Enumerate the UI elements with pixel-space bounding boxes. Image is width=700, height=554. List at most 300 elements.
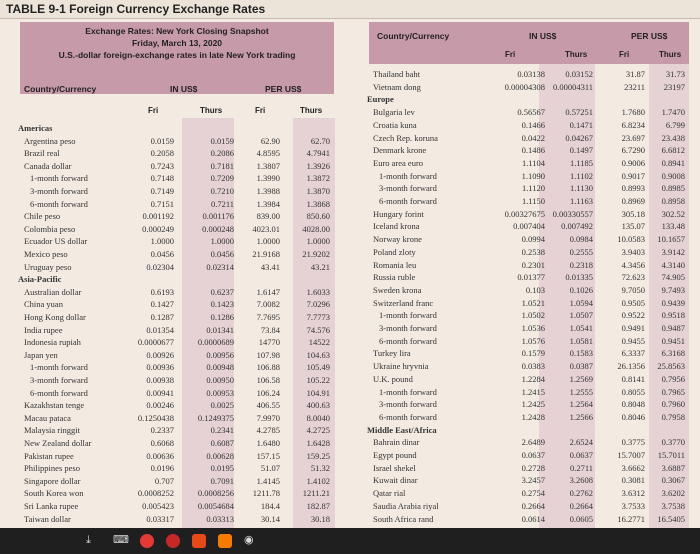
currency-name: Brazil real xyxy=(24,148,60,159)
currency-name: 3-month forward xyxy=(379,183,437,194)
currency-name: Singapore dollar xyxy=(24,475,81,486)
currency-name: Sweden krona xyxy=(373,284,422,295)
cell-per-usd-thurs: 0.7958 xyxy=(661,411,685,422)
currency-name: Bulgaria lev xyxy=(373,107,415,118)
cell-in-usd-thurs: 1.2569 xyxy=(569,373,593,384)
cell-in-usd-thurs: 0.0054684 xyxy=(197,501,234,511)
cell-per-usd-fri: 106.24 xyxy=(256,387,280,398)
opera-icon[interactable] xyxy=(166,534,180,548)
vlc-icon[interactable] xyxy=(218,534,232,548)
currency-name: Kuwait dinar xyxy=(373,475,418,486)
cell-per-usd-thurs: 159.25 xyxy=(306,450,330,461)
cell-in-usd-fri: 0.00941 xyxy=(146,387,174,398)
cell-per-usd-fri: 106.58 xyxy=(256,375,280,385)
cell-per-usd-fri: 3.9403 xyxy=(621,246,645,257)
cell-in-usd-fri: 0.02304 xyxy=(146,261,174,272)
cell-in-usd-fri: 0.03317 xyxy=(146,513,174,524)
left-header-line-2: Friday, March 13, 2020 xyxy=(131,38,223,48)
cell-in-usd-thurs: 0.0456 xyxy=(210,249,234,259)
currency-name: U.K. pound xyxy=(373,373,413,384)
cell-in-usd-thurs: 1.1185 xyxy=(569,157,593,168)
cell-in-usd-thurs: 0.00330557 xyxy=(552,208,593,219)
cell-in-usd-thurs: 0.0159 xyxy=(210,135,234,146)
cell-per-usd-fri: 23211 xyxy=(624,81,645,92)
right-sub-fri: Fri xyxy=(505,50,516,59)
cell-per-usd-fri: 106.88 xyxy=(256,362,280,373)
cell-per-usd-thurs: 0.9451 xyxy=(661,335,685,346)
cell-in-usd-thurs: 0.1423 xyxy=(210,299,234,310)
cell-per-usd-fri: 0.3081 xyxy=(621,475,645,486)
cell-per-usd-thurs: 4.7941 xyxy=(306,148,330,159)
cell-in-usd-thurs: 0.00004311 xyxy=(552,81,593,92)
cell-in-usd-fri: 0.0422 xyxy=(521,132,545,143)
currency-name: Israel shekel xyxy=(373,462,416,473)
cell-per-usd-fri: 6.8234 xyxy=(621,119,645,130)
office-icon[interactable] xyxy=(192,534,206,548)
cell-in-usd-thurs: 1.1163 xyxy=(569,196,593,206)
cell-per-usd-fri: 4.8595 xyxy=(256,148,280,159)
cell-per-usd-fri: 0.9491 xyxy=(621,323,645,333)
currency-name: India rupee xyxy=(24,324,63,335)
cell-per-usd-thurs: 0.8941 xyxy=(661,157,685,168)
currency-name: Russia ruble xyxy=(373,272,416,283)
cell-per-usd-fri: 6.3337 xyxy=(621,348,645,359)
cell-per-usd-fri: 135.07 xyxy=(621,221,645,232)
currency-name: Poland zloty xyxy=(373,246,416,257)
cell-in-usd-thurs: 0.00628 xyxy=(206,450,234,461)
currency-name: Canada dollar xyxy=(24,160,72,171)
cell-per-usd-fri: 9.7050 xyxy=(621,284,645,295)
cell-per-usd-fri: 0.8969 xyxy=(621,196,645,206)
cell-per-usd-fri: 0.8993 xyxy=(621,183,645,194)
cell-per-usd-fri: 1211.78 xyxy=(252,488,280,499)
cell-in-usd-thurs: 1.1102 xyxy=(569,170,593,181)
cell-per-usd-thurs: 43.21 xyxy=(310,261,330,272)
cell-in-usd-thurs: 0.2711 xyxy=(569,462,593,473)
currency-name: South Africa rand xyxy=(373,513,434,524)
cell-in-usd-thurs: 1.2555 xyxy=(569,386,593,397)
cell-per-usd-thurs: 3.9142 xyxy=(661,246,685,257)
cell-in-usd-fri: 0.00926 xyxy=(146,349,174,360)
cell-in-usd-fri: 0.2664 xyxy=(521,500,545,511)
section-label: Americas xyxy=(18,123,53,133)
cell-in-usd-fri: 1.2428 xyxy=(521,411,545,422)
left-header-line-3: U.S.-dollar foreign-exchange rates in late New York trading xyxy=(58,50,296,60)
cell-per-usd-fri: 21.9168 xyxy=(252,249,280,259)
currency-name: Saudia Arabia riyal xyxy=(373,500,439,511)
cell-in-usd-thurs: 0.1471 xyxy=(569,119,593,130)
cell-in-usd-thurs: 0.2555 xyxy=(569,246,593,257)
cell-in-usd-thurs: 2.6524 xyxy=(569,437,593,448)
cell-in-usd-thurs: 0.1583 xyxy=(569,348,593,359)
cell-per-usd-fri: 7.7695 xyxy=(256,312,280,322)
cell-in-usd-fri: 0.0000677 xyxy=(137,337,174,348)
cell-per-usd-thurs: 0.7956 xyxy=(661,373,685,384)
camera-icon[interactable]: ◉ xyxy=(244,533,254,546)
cell-in-usd-thurs: 0.0195 xyxy=(210,463,234,474)
cell-in-usd-fri: 1.1120 xyxy=(521,183,545,194)
table-title-bar xyxy=(0,0,700,19)
currency-name: Argentina peso xyxy=(24,135,76,146)
cell-per-usd-thurs: 1.0000 xyxy=(306,236,330,247)
cell-per-usd-thurs: 0.8985 xyxy=(661,183,685,194)
cell-per-usd-thurs: 10.1657 xyxy=(657,234,685,245)
cell-in-usd-thurs: 1.0594 xyxy=(569,297,593,308)
right-sub-thurs: Thurs xyxy=(565,50,588,59)
cell-in-usd-thurs: 0.7209 xyxy=(210,173,234,184)
cell-per-usd-thurs: 0.9487 xyxy=(661,323,685,333)
cell-in-usd-thurs: 0.00956 xyxy=(206,349,234,360)
cell-in-usd-thurs: 0.7091 xyxy=(210,475,234,486)
cell-in-usd-fri: 0.1287 xyxy=(150,312,174,322)
cell-per-usd-thurs: 21.9202 xyxy=(302,249,330,259)
cell-per-usd-thurs: 31.73 xyxy=(665,69,685,79)
cell-in-usd-thurs: 1.1130 xyxy=(569,183,593,194)
cell-per-usd-thurs: 14522 xyxy=(308,337,330,348)
cell-per-usd-thurs: 3.7538 xyxy=(661,500,685,511)
right-header-band xyxy=(369,22,689,64)
cell-in-usd-thurs: 1.2564 xyxy=(569,399,593,410)
left-sub-thurs-2: Thurs xyxy=(300,106,323,115)
cell-per-usd-fri: 0.8055 xyxy=(621,386,645,397)
cell-per-usd-thurs: 1.4102 xyxy=(306,475,330,486)
cell-in-usd-fri: 0.1486 xyxy=(521,145,545,156)
right-sub-thurs-2: Thurs xyxy=(659,50,682,59)
currency-name: 1-month forward xyxy=(379,310,437,321)
cell-per-usd-fri: 15.7007 xyxy=(617,450,645,460)
cell-per-usd-thurs: 850.60 xyxy=(306,211,330,222)
cell-in-usd-fri: 0.000249 xyxy=(142,223,174,234)
cell-in-usd-fri: 0.0456 xyxy=(150,249,174,259)
currency-name: Colombia peso xyxy=(24,223,76,234)
cell-per-usd-fri: 1.6480 xyxy=(256,438,280,448)
cell-in-usd-fri: 0.01377 xyxy=(517,272,545,283)
right-table xyxy=(369,22,689,528)
cell-per-usd-fri: 1.3988 xyxy=(256,186,280,196)
cell-in-usd-thurs: 3.2608 xyxy=(569,475,593,486)
cell-per-usd-thurs: 0.3067 xyxy=(661,475,685,486)
cell-per-usd-thurs: 74.576 xyxy=(306,324,330,335)
cell-in-usd-fri: 1.2425 xyxy=(521,399,545,410)
cell-in-usd-thurs: 0.001176 xyxy=(202,211,234,222)
currency-name: Czech Rep. koruna xyxy=(373,132,438,143)
cell-per-usd-fri: 0.8141 xyxy=(621,373,645,384)
cell-per-usd-thurs: 0.7965 xyxy=(661,386,685,397)
right-col-per-usd: PER US$ xyxy=(631,31,668,41)
currency-name: Australian dollar xyxy=(24,286,82,297)
currency-name: 1-month forward xyxy=(30,173,88,184)
cell-per-usd-fri: 3.7533 xyxy=(621,500,645,511)
cell-in-usd-thurs: 1.0000 xyxy=(210,236,234,247)
currency-name: 6-month forward xyxy=(379,335,437,346)
cell-in-usd-thurs: 0.2086 xyxy=(210,148,234,159)
cell-in-usd-thurs: 0.00950 xyxy=(206,375,234,385)
cell-per-usd-fri: 6.7290 xyxy=(621,145,645,156)
cell-in-usd-fri: 0.0637 xyxy=(521,450,545,460)
cell-per-usd-thurs: 1.3870 xyxy=(306,186,330,196)
cell-per-usd-thurs: 4.3140 xyxy=(661,259,685,270)
left-sub-fri-2: Fri xyxy=(255,106,266,115)
cell-per-usd-fri: 184.4 xyxy=(260,501,280,511)
right-sub-fri-2: Fri xyxy=(619,50,630,59)
cell-in-usd-fri: 3.2457 xyxy=(521,475,545,486)
cell-in-usd-thurs: 0.0605 xyxy=(569,513,593,524)
cell-per-usd-thurs: 133.48 xyxy=(661,221,685,232)
download-icon[interactable]: ⤓ xyxy=(86,533,91,546)
cell-per-usd-fri: 0.9017 xyxy=(621,170,645,181)
cell-in-usd-thurs: 0.007492 xyxy=(561,221,593,232)
cell-per-usd-fri: 72.623 xyxy=(621,272,645,283)
currency-name: 1-month forward xyxy=(379,170,437,181)
cell-per-usd-fri: 7.0082 xyxy=(256,299,280,310)
cell-per-usd-fri: 157.15 xyxy=(256,450,280,461)
cell-per-usd-thurs: 0.9518 xyxy=(661,310,685,321)
cell-per-usd-thurs: 1211.21 xyxy=(302,488,330,499)
cell-in-usd-fri: 1.1090 xyxy=(521,170,545,181)
currency-name: 1-month forward xyxy=(30,362,88,373)
cell-in-usd-fri: 0.707 xyxy=(154,475,174,486)
currency-name: 6-month forward xyxy=(379,196,437,206)
currency-name: Thailand baht xyxy=(373,69,420,79)
cell-in-usd-fri: 0.1250438 xyxy=(137,412,174,423)
cell-in-usd-thurs: 0.03313 xyxy=(206,513,234,524)
cell-per-usd-thurs: 8.0040 xyxy=(306,412,330,423)
currency-name: Hungary forint xyxy=(373,208,424,219)
currency-name: Macau pataca xyxy=(24,412,71,423)
cell-per-usd-thurs: 6.3168 xyxy=(661,348,685,359)
cell-in-usd-fri: 0.00327675 xyxy=(504,208,545,219)
cell-in-usd-fri: 0.56567 xyxy=(517,107,545,118)
cell-in-usd-fri: 0.0383 xyxy=(521,361,545,372)
cell-in-usd-fri: 0.00004308 xyxy=(504,81,545,92)
cell-in-usd-fri: 0.7243 xyxy=(150,160,174,171)
currency-name: Kazakhstan tenge xyxy=(24,400,85,411)
cell-in-usd-fri: 0.0008252 xyxy=(137,488,174,499)
cell-per-usd-thurs: 1.7470 xyxy=(661,107,685,118)
cell-per-usd-thurs: 182.87 xyxy=(306,501,330,511)
cell-in-usd-fri: 0.7151 xyxy=(150,198,174,209)
cell-per-usd-fri: 1.4145 xyxy=(256,475,280,486)
currency-name: 6-month forward xyxy=(30,387,88,398)
left-sub-fri: Fri xyxy=(148,106,159,115)
currency-name: 3-month forward xyxy=(30,186,88,196)
cell-per-usd-thurs: 1.3868 xyxy=(306,198,330,209)
cell-per-usd-thurs: 3.6202 xyxy=(661,488,685,499)
currency-name: Philippines peso xyxy=(24,463,80,474)
cell-per-usd-thurs: 23197 xyxy=(663,81,685,92)
currency-name: Qatar rial xyxy=(373,488,406,499)
cell-in-usd-thurs: 0.0000689 xyxy=(197,337,234,348)
cell-in-usd-fri: 0.0196 xyxy=(150,463,174,474)
currency-name: Vietnam dong xyxy=(373,81,421,92)
cell-per-usd-fri: 73.84 xyxy=(260,324,280,335)
cell-in-usd-fri: 1.0521 xyxy=(521,297,545,308)
cell-in-usd-fri: 0.00636 xyxy=(146,450,174,461)
currency-name: 3-month forward xyxy=(30,375,88,385)
left-sub-thurs: Thurs xyxy=(200,106,223,115)
cell-in-usd-fri: 0.2058 xyxy=(150,148,174,159)
cell-in-usd-fri: 0.1579 xyxy=(521,348,545,359)
cell-in-usd-thurs: 0.1026 xyxy=(569,284,593,295)
currency-name: Euro area euro xyxy=(373,157,424,168)
currency-name: Croatia kuna xyxy=(373,119,417,130)
section-label: Asia-Pacific xyxy=(18,274,62,285)
cell-in-usd-fri: 0.1466 xyxy=(521,119,545,130)
chrome-icon[interactable] xyxy=(140,534,154,548)
cell-per-usd-thurs: 7.0296 xyxy=(306,299,330,310)
cell-per-usd-thurs: 1.6428 xyxy=(306,438,330,448)
cell-per-usd-fri: 51.07 xyxy=(260,463,280,474)
cell-in-usd-thurs: 0.6087 xyxy=(210,438,234,448)
cell-in-usd-fri: 0.0159 xyxy=(150,135,174,146)
cell-in-usd-thurs: 0.6237 xyxy=(210,286,234,297)
cell-in-usd-fri: 1.0536 xyxy=(521,323,545,333)
cell-in-usd-fri: 0.00936 xyxy=(146,362,174,373)
cell-per-usd-fri: 406.55 xyxy=(256,400,280,411)
cell-per-usd-fri: 43.41 xyxy=(260,261,280,272)
cell-per-usd-fri: 62.90 xyxy=(260,135,280,146)
cell-in-usd-thurs: 0.02314 xyxy=(206,261,234,272)
cell-in-usd-fri: 0.6068 xyxy=(150,438,174,448)
cell-in-usd-thurs: 0.0025 xyxy=(210,400,234,411)
cell-in-usd-fri: 0.00246 xyxy=(146,400,174,411)
cell-per-usd-thurs: 51.32 xyxy=(310,463,330,474)
cell-per-usd-thurs: 1.6033 xyxy=(306,286,330,297)
left-header-line-1: Exchange Rates: New York Closing Snapshot xyxy=(85,26,269,36)
cell-in-usd-thurs: 0.2664 xyxy=(569,500,593,511)
cell-in-usd-fri: 1.0576 xyxy=(521,335,545,346)
currency-name: Norway krone xyxy=(373,234,422,245)
cell-in-usd-thurs: 0.1249375 xyxy=(197,412,234,423)
cell-in-usd-fri: 2.6489 xyxy=(521,437,545,448)
currency-name: Denmark krone xyxy=(373,145,427,156)
cell-in-usd-thurs: 0.2341 xyxy=(210,425,234,436)
cell-in-usd-thurs: 0.00953 xyxy=(206,387,234,398)
cell-in-usd-fri: 0.03138 xyxy=(517,69,545,79)
cell-in-usd-fri: 0.6193 xyxy=(150,286,174,297)
cell-in-usd-thurs: 0.01335 xyxy=(565,272,593,283)
currency-name: Taiwan dollar xyxy=(24,513,71,524)
cell-per-usd-thurs: 104.91 xyxy=(306,387,330,398)
cell-per-usd-thurs: 6.799 xyxy=(665,119,685,130)
cell-per-usd-fri: 4.2785 xyxy=(256,425,280,436)
cell-in-usd-thurs: 0.7211 xyxy=(210,198,234,209)
table-title: TABLE 9-1 Foreign Currency Exchange Rates xyxy=(6,2,266,16)
right-col-in-usd: IN US$ xyxy=(529,31,557,41)
currency-name: Turkey lira xyxy=(373,348,411,359)
cell-in-usd-thurs: 0.01341 xyxy=(206,324,234,335)
cell-per-usd-fri: 0.3775 xyxy=(621,437,645,448)
cell-per-usd-fri: 23.697 xyxy=(621,132,645,143)
cell-in-usd-thurs: 0.000248 xyxy=(202,223,234,234)
cell-per-usd-fri: 0.8046 xyxy=(621,411,645,422)
cell-in-usd-thurs: 1.0507 xyxy=(569,310,593,321)
cell-in-usd-fri: 0.007404 xyxy=(513,221,545,232)
currency-name: Uruguay peso xyxy=(24,261,72,272)
currency-name: Egypt pound xyxy=(373,450,417,460)
cell-per-usd-fri: 26.1356 xyxy=(617,361,645,372)
cell-in-usd-fri: 1.2415 xyxy=(521,386,545,397)
cell-per-usd-fri: 14770 xyxy=(258,337,280,348)
cell-in-usd-fri: 0.2728 xyxy=(521,462,545,473)
cell-per-usd-thurs: 7.7773 xyxy=(306,312,330,322)
cell-per-usd-fri: 4.3456 xyxy=(621,259,645,270)
currency-name: New Zealand dollar xyxy=(24,438,92,448)
cell-in-usd-thurs: 0.57251 xyxy=(565,107,593,118)
currency-name: Hong Kong dollar xyxy=(24,312,86,322)
cell-per-usd-fri: 0.9505 xyxy=(621,297,645,308)
cell-in-usd-fri: 1.1104 xyxy=(521,157,545,168)
left-col-in-usd: IN US$ xyxy=(170,84,198,94)
cell-in-usd-fri: 0.7149 xyxy=(150,186,174,196)
currency-name: Pakistan rupee xyxy=(24,450,74,461)
cell-in-usd-fri: 0.2337 xyxy=(150,425,174,436)
cell-in-usd-fri: 0.2754 xyxy=(521,488,545,499)
currency-name: Romania leu xyxy=(373,259,417,270)
cell-in-usd-fri: 0.7148 xyxy=(150,173,174,184)
currency-name: Switzerland franc xyxy=(373,297,434,308)
cell-per-usd-fri: 1.3990 xyxy=(256,173,280,184)
keyboard-icon[interactable]: ⌨ xyxy=(113,533,129,546)
cell-per-usd-thurs: 1.3872 xyxy=(306,173,330,184)
cell-per-usd-fri: 0.9455 xyxy=(621,335,645,346)
cell-per-usd-fri: 3.6662 xyxy=(621,462,645,473)
cell-per-usd-thurs: 302.52 xyxy=(661,208,685,219)
cell-per-usd-fri: 1.6147 xyxy=(256,286,280,297)
cell-per-usd-thurs: 4.2725 xyxy=(306,425,330,436)
cell-per-usd-thurs: 0.8958 xyxy=(661,196,685,206)
cell-in-usd-thurs: 0.00948 xyxy=(206,362,234,373)
cell-in-usd-thurs: 0.0387 xyxy=(569,361,593,372)
cell-per-usd-thurs: 15.7011 xyxy=(657,450,685,460)
cell-per-usd-fri: 7.9970 xyxy=(256,412,280,423)
cell-per-usd-thurs: 104.63 xyxy=(306,349,330,360)
cell-in-usd-thurs: 0.1286 xyxy=(210,312,234,322)
cell-per-usd-thurs: 6.6812 xyxy=(661,145,685,156)
currency-name: 3-month forward xyxy=(379,323,437,333)
cell-per-usd-thurs: 16.5405 xyxy=(657,513,685,524)
cell-in-usd-fri: 0.2301 xyxy=(521,259,545,270)
left-table xyxy=(20,22,334,528)
cell-in-usd-thurs: 0.2318 xyxy=(569,259,593,270)
cell-per-usd-thurs: 3.6887 xyxy=(661,462,685,473)
cell-per-usd-thurs: 0.9008 xyxy=(661,170,685,181)
cell-per-usd-thurs: 62.70 xyxy=(310,135,330,146)
cell-per-usd-thurs: 1.3926 xyxy=(306,160,330,171)
cell-in-usd-thurs: 0.04267 xyxy=(565,132,593,143)
cell-in-usd-fri: 0.103 xyxy=(525,284,545,295)
cell-in-usd-fri: 0.0994 xyxy=(521,234,545,245)
cell-in-usd-fri: 0.0614 xyxy=(521,513,545,524)
cell-per-usd-thurs: 4028.00 xyxy=(302,223,330,234)
cell-per-usd-thurs: 25.8563 xyxy=(657,361,685,372)
cell-per-usd-fri: 16.2771 xyxy=(617,513,645,524)
cell-in-usd-fri: 0.01354 xyxy=(146,324,174,335)
cell-in-usd-fri: 1.0502 xyxy=(521,310,545,321)
currency-name: Mexico peso xyxy=(24,249,68,259)
left-col-country: Country/Currency xyxy=(24,84,97,94)
cell-per-usd-thurs: 74.905 xyxy=(661,272,685,283)
currency-name: 6-month forward xyxy=(379,411,437,422)
cell-per-usd-fri: 30.14 xyxy=(260,513,280,524)
cell-per-usd-fri: 1.7680 xyxy=(621,107,645,118)
taskbar xyxy=(0,528,700,554)
cell-per-usd-fri: 107.98 xyxy=(256,349,280,360)
cell-per-usd-thurs: 0.7960 xyxy=(661,399,685,410)
currency-name: Ukraine hryvnia xyxy=(373,361,429,372)
left-col-per-usd: PER US$ xyxy=(265,84,302,94)
cell-in-usd-thurs: 1.0541 xyxy=(569,323,593,333)
